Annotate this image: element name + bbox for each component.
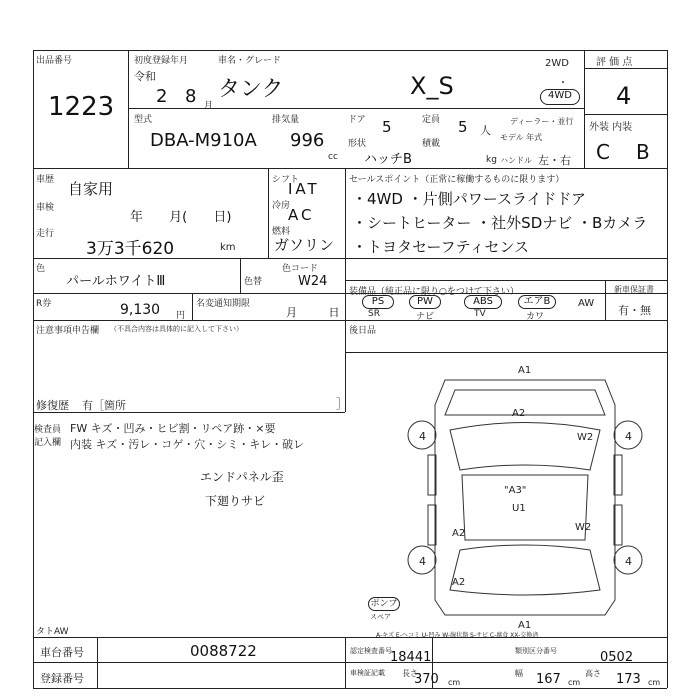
model-code-label: 型式 <box>134 115 153 125</box>
doors: 5 <box>382 118 392 136</box>
fuel-value: ガソリン <box>274 236 335 254</box>
fuel-label: 燃料 <box>272 227 291 237</box>
spare-pump-circled: ポンプ <box>368 597 400 611</box>
diagram-label-wheel-rl: 4 <box>419 555 426 568</box>
height-value: 173 <box>616 672 641 687</box>
score-value: 4 <box>616 82 632 110</box>
equip-aw: AW <box>578 298 595 309</box>
diagram-label-u1-roof: U1 <box>512 503 526 514</box>
notes-label: 注意事項申告欄 <box>36 326 100 336</box>
reg-year: 2 <box>156 86 168 107</box>
model-code: DBA-M910A <box>150 130 257 151</box>
name-change-deadline-value: 月 日 <box>286 306 340 319</box>
length-unit: cm <box>448 678 461 687</box>
diagram-label-a1-rear: A1 <box>518 620 532 631</box>
cert-number-value: 18441 <box>390 650 432 665</box>
first-registration-label: 初度登録年月 <box>134 56 189 66</box>
recycle-label: R券 <box>36 299 52 309</box>
handle-value: 左・右 <box>538 154 571 167</box>
cc-unit: cc <box>328 152 338 162</box>
length-value: 370 <box>414 672 439 687</box>
exterior-damage-line: FW キズ・凹み・ヒビ割・リペア跡・×要 <box>70 422 276 435</box>
height-label: 高さ <box>585 669 601 678</box>
diagram-label-wheel-fl: 4 <box>419 430 426 443</box>
vehicle-cert-label: 車検証記載 <box>350 669 385 677</box>
shift-value: IAT <box>288 180 320 198</box>
drive-2wd: 2WD <box>545 58 569 69</box>
vin-label: 車台番号 <box>40 646 84 659</box>
history-label: 車歴 <box>36 175 55 185</box>
notes-sub: （不具合内容は具体的に記入して下さい） <box>110 325 243 333</box>
repair-history-close: ］ <box>336 397 349 411</box>
equip-tv: TV <box>474 309 486 319</box>
shape-label: 形状 <box>348 139 367 149</box>
shift-label: シフト <box>272 175 300 185</box>
kg-unit: kg <box>486 155 497 165</box>
loading-label: 積載 <box>422 139 441 149</box>
length-label: 長さ <box>402 669 418 678</box>
vin-value: 0088722 <box>190 642 257 660</box>
lot-number: 1223 <box>48 92 115 122</box>
color-code-value: W24 <box>298 274 328 289</box>
month-unit: 月 <box>204 101 214 111</box>
equip-ps: PS <box>362 295 394 309</box>
ac-value: AC <box>288 206 315 224</box>
handle-label: ハンドル <box>500 156 532 165</box>
category-number-value: 0502 <box>600 650 634 665</box>
interior-damage-line: 内装 キズ・汚レ・コゲ・穴・シミ・キレ・破レ <box>70 438 305 451</box>
diagram-label-a2-left-rear: A2 <box>452 528 466 539</box>
shape: ハッチB <box>364 152 412 167</box>
category-number-label: 類別区分番号 <box>515 647 557 655</box>
car-name-grade-label: 車名・グレード <box>218 56 282 66</box>
sales-point-line-3: ・トヨタセーフティセンス <box>352 238 530 256</box>
inspection-label: 車検 <box>36 203 55 213</box>
width-value: 167 <box>536 672 561 687</box>
inspection-value: 年 月( 日) <box>130 210 232 225</box>
diagram-label-a2-hood: A2 <box>512 408 526 419</box>
inspector-label-2: 記入欄 <box>34 438 62 448</box>
handwritten-note-1: エンドパネル歪 <box>200 470 284 484</box>
diagram-label-a1-front: A1 <box>518 365 532 376</box>
mileage-label: 走行 <box>36 229 55 239</box>
drive-4wd-circled: 4WD <box>540 89 580 105</box>
name-change-deadline-label: 名変通知期限 <box>196 299 251 309</box>
model-year-label: モデル 年式 <box>500 133 543 142</box>
capacity-label: 定員 <box>422 115 441 125</box>
yen-unit: 円 <box>176 311 186 321</box>
doors-label: ドア <box>348 115 366 125</box>
ac-label: 冷房 <box>272 201 291 211</box>
color-label: 色 <box>36 264 46 274</box>
color-code-label: 色コード <box>282 264 319 274</box>
interior-grade: B <box>636 140 650 164</box>
equip-leather: カワ <box>526 312 545 322</box>
drive-dot: ・ <box>558 78 568 89</box>
after-items-label: 後日品 <box>349 326 377 336</box>
capacity: 5 <box>458 118 468 136</box>
width-unit: cm <box>568 678 581 687</box>
equipment-label: 装備品（純正品に限り○をつけて下さい） <box>349 287 519 297</box>
dealer-import-label: ディーラー・並行 <box>510 117 574 126</box>
car-name: タンク <box>218 77 284 102</box>
footer-note: タトAW <box>36 627 69 637</box>
sales-point-line-2: ・シートヒーター ・社外SDナビ ・Bカメラ <box>352 214 648 232</box>
diagram-label-a3-roof: "A3" <box>504 485 527 496</box>
color-value: パールホワイトⅢ <box>66 274 166 289</box>
mileage-value: 3万3千620 <box>86 239 175 259</box>
equip-navi: ナビ <box>416 312 435 322</box>
displacement: 996 <box>290 130 325 151</box>
new-warranty-label: 新車保証書 <box>614 285 654 294</box>
repair-history-value: 有［箇所 <box>82 399 126 412</box>
diagram-label-w2-right-rear: W2 <box>575 522 592 533</box>
equip-airbag: エアB <box>518 295 556 309</box>
width-label: 幅 <box>515 669 523 678</box>
reg-month: 8 <box>185 86 197 107</box>
diagram-label-a2-rear: A2 <box>452 577 466 588</box>
handwritten-note-2: 下廻りサビ <box>205 494 266 508</box>
exterior-interior-label: 外装 内装 <box>589 122 633 133</box>
equip-sr: SR <box>368 309 380 319</box>
persons-unit: 人 <box>480 124 491 137</box>
era: 令和 <box>134 70 156 83</box>
spare-label: スペア <box>370 613 391 621</box>
cert-number-label: 認定検査番号 <box>350 647 392 655</box>
displacement-label: 排気量 <box>272 115 300 125</box>
km-unit: km <box>220 242 236 253</box>
score-label: 評 価 点 <box>596 57 633 68</box>
registration-number-label: 登録番号 <box>40 672 84 685</box>
equip-pw: PW <box>409 295 441 309</box>
inspector-label-1: 検査員 <box>34 425 62 435</box>
new-warranty-value: 有・無 <box>618 304 651 317</box>
color-change-label: 色替 <box>244 277 263 287</box>
lot-label: 出品番号 <box>36 56 73 66</box>
diagram-label-wheel-fr: 4 <box>625 430 632 443</box>
sales-point-line-1: ・4WD ・片側パワースライドドア <box>352 190 587 208</box>
diagram-label-w2-right-front: W2 <box>577 432 594 443</box>
recycle-value: 9,130 <box>120 302 161 318</box>
repair-history-label: 修復歴 <box>36 399 69 412</box>
diagram-label-wheel-rr: 4 <box>625 555 632 568</box>
history-value: 自家用 <box>68 180 114 198</box>
damage-legend: A-キズ E-ヘコミ U-凹み W-線状傷 S-サビ C-腐食 XX-交換済 <box>376 632 539 639</box>
equip-abs: ABS <box>464 295 502 309</box>
exterior-grade: C <box>596 140 610 164</box>
grade: X_S <box>410 72 454 100</box>
height-unit: cm <box>648 678 661 687</box>
sales-points-label: セールスポイント（正常に稼働するものに限ります） <box>349 175 565 185</box>
